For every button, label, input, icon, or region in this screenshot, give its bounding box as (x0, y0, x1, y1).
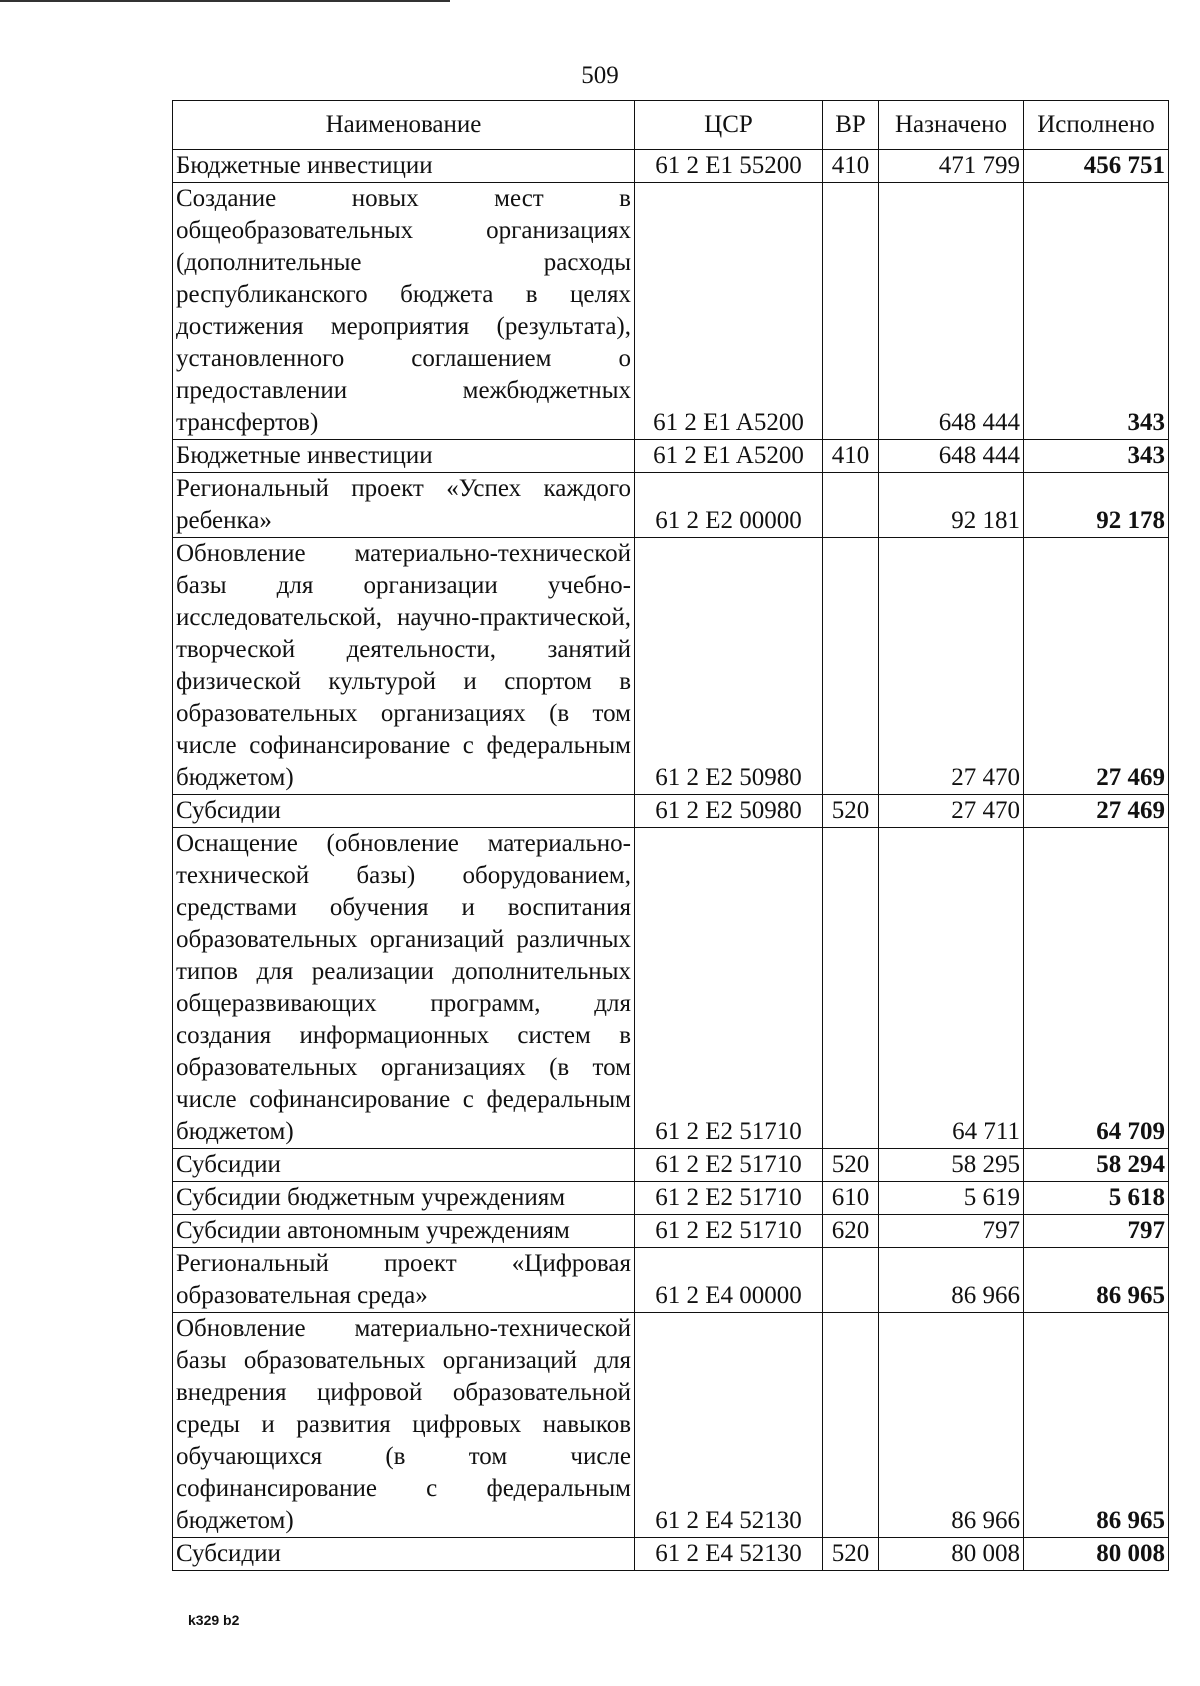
row-csr: 61 2 E4 52130 (635, 1313, 823, 1538)
row-assigned: 27 470 (879, 538, 1024, 795)
table-row (173, 183, 1169, 440)
row-name: Субсидии (173, 1149, 635, 1182)
header-vr: ВР (823, 101, 879, 150)
row-assigned: 92 181 (879, 473, 1024, 538)
row-assigned: 648 444 (879, 440, 1024, 473)
row-vr: 410 (823, 440, 879, 473)
row-vr: 620 (823, 1215, 879, 1248)
table-row (173, 1182, 1169, 1215)
row-assigned: 5 619 (879, 1182, 1024, 1215)
row-assigned: 648 444 (879, 183, 1024, 440)
row-vr (823, 473, 879, 538)
row-assigned: 80 008 (879, 1538, 1024, 1571)
table-row (173, 795, 1169, 828)
page-number: 509 (581, 62, 619, 89)
row-name: Региональный проект «Успех каждого ребенка» (173, 473, 635, 538)
row-executed: 797 (1024, 1215, 1169, 1248)
row-executed: 92 178 (1024, 473, 1169, 538)
row-csr: 61 2 E1 A5200 (635, 183, 823, 440)
table-row (173, 828, 1169, 1149)
row-executed: 27 469 (1024, 795, 1169, 828)
row-csr: 61 2 E4 00000 (635, 1248, 823, 1313)
row-executed: 456 751 (1024, 150, 1169, 183)
row-vr (823, 828, 879, 1149)
row-executed: 343 (1024, 440, 1169, 473)
row-csr: 61 2 E2 51710 (635, 1149, 823, 1182)
row-name: Обновление материально-технической базы для организации учебно-исследовательской, научно-практической, творческой деятельности, занятий физической культурой и спортом в образовательных организациях (в том числе софинансирование с федеральным бюджетом) (173, 538, 635, 795)
row-vr (823, 538, 879, 795)
row-name: Региональный проект «Цифровая образовательная среда» (173, 1248, 635, 1313)
footer-document-code: k329 b2 (188, 1612, 240, 1628)
table-row (173, 1149, 1169, 1182)
header-name: Наименование (173, 101, 635, 150)
row-csr: 61 2 E4 52130 (635, 1538, 823, 1571)
row-csr: 61 2 E2 50980 (635, 795, 823, 828)
table-row (173, 1538, 1169, 1571)
row-vr: 520 (823, 1538, 879, 1571)
row-executed: 80 008 (1024, 1538, 1169, 1571)
row-executed: 27 469 (1024, 538, 1169, 795)
row-executed: 64 709 (1024, 828, 1169, 1149)
row-name: Субсидии автономным учреждениям (173, 1215, 635, 1248)
header-assigned: Назначено (879, 101, 1024, 150)
row-executed: 86 965 (1024, 1248, 1169, 1313)
row-name: Субсидии (173, 1538, 635, 1571)
table-row (173, 1215, 1169, 1248)
row-csr: 61 2 E2 50980 (635, 538, 823, 795)
row-assigned: 64 711 (879, 828, 1024, 1149)
row-executed: 5 618 (1024, 1182, 1169, 1215)
table-row (173, 1313, 1169, 1538)
row-csr: 61 2 E2 51710 (635, 828, 823, 1149)
table-row (173, 440, 1169, 473)
row-name: Оснащение (обновление материально-технической базы) оборудованием, средствами обучения и воспитания образовательных организаций различных типов для реализации дополнительных общеразвивающих программ, для создания информационных систем в образовательных организациях (в том числе софинансирование с федеральным бюджетом) (173, 828, 635, 1149)
header-csr: ЦСР (635, 101, 823, 150)
row-csr: 61 2 E1 55200 (635, 150, 823, 183)
row-vr: 520 (823, 795, 879, 828)
row-assigned: 27 470 (879, 795, 1024, 828)
row-name: Субсидии (173, 795, 635, 828)
header-executed: Исполнено (1024, 101, 1169, 150)
table-row (173, 538, 1169, 795)
row-executed: 343 (1024, 183, 1169, 440)
row-name: Бюджетные инвестиции (173, 150, 635, 183)
row-csr: 61 2 E2 51710 (635, 1182, 823, 1215)
table-row (173, 473, 1169, 538)
row-name: Бюджетные инвестиции (173, 440, 635, 473)
row-assigned: 86 966 (879, 1248, 1024, 1313)
row-assigned: 471 799 (879, 150, 1024, 183)
table-header-row (173, 101, 1169, 150)
row-name: Субсидии бюджетным учреждениям (173, 1182, 635, 1215)
scan-edge-line (0, 0, 450, 2)
row-vr: 610 (823, 1182, 879, 1215)
row-name: Обновление материально-технической базы образовательных организаций для внедрения цифровой образовательной среды и развития цифровых навыков обучающихся (в том числе софинансирование с федеральным бюджетом) (173, 1313, 635, 1538)
row-vr (823, 1313, 879, 1538)
table-row (173, 1248, 1169, 1313)
row-vr (823, 183, 879, 440)
row-csr: 61 2 E1 A5200 (635, 440, 823, 473)
table-row (173, 150, 1169, 183)
row-vr (823, 1248, 879, 1313)
row-assigned: 797 (879, 1215, 1024, 1248)
row-name: Создание новых мест в общеобразовательных организациях (дополнительные расходы республиканского бюджета в целях достижения мероприятия (результата), установленного соглашением о предоставлении межбюджетных трансфертов) (173, 183, 635, 440)
row-vr: 410 (823, 150, 879, 183)
row-csr: 61 2 E2 00000 (635, 473, 823, 538)
row-assigned: 86 966 (879, 1313, 1024, 1538)
row-assigned: 58 295 (879, 1149, 1024, 1182)
row-executed: 86 965 (1024, 1313, 1169, 1538)
row-vr: 520 (823, 1149, 879, 1182)
budget-table (172, 100, 1169, 1571)
row-executed: 58 294 (1024, 1149, 1169, 1182)
row-csr: 61 2 E2 51710 (635, 1215, 823, 1248)
